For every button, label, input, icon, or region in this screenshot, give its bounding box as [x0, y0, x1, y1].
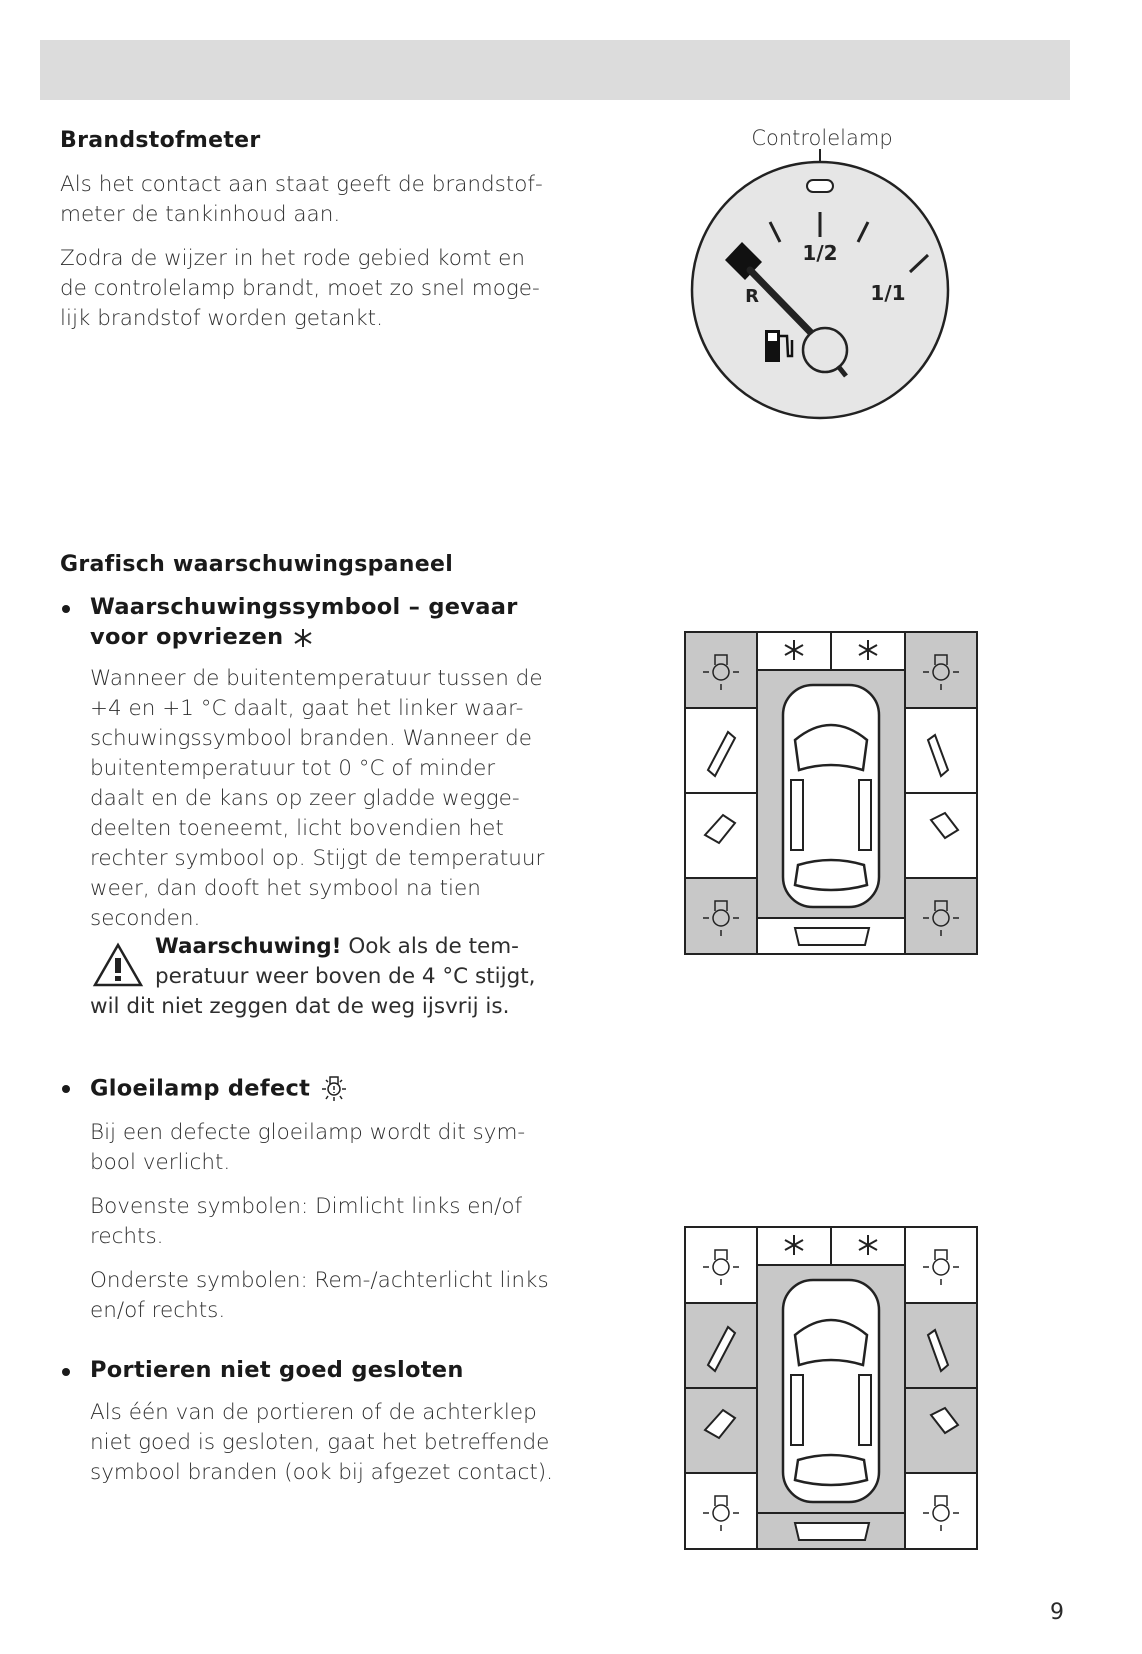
text-line: weer, dan dooft het symbool na tien — [90, 876, 481, 901]
text-line: schuwingssymbool branden. Wanneer de — [90, 726, 532, 751]
title-line: voor opvriezen — [90, 624, 284, 650]
gauge-full-label: 1/1 — [870, 281, 906, 305]
text-line: Zodra de wijzer in het rode gebied komt en — [60, 246, 525, 271]
warning-panel-illustration-2 — [683, 1225, 983, 1555]
text-line: wil dit niet zeggen dat de weg ijsvrij is. — [90, 994, 510, 1019]
warning-panel-illustration-1 — [683, 630, 983, 960]
text-paragraph — [90, 1266, 560, 1326]
text-line: Onderste symbolen: Rem-/achterlicht links — [90, 1268, 549, 1293]
text-line: deelten toeneemt, licht bovendien het — [90, 816, 504, 841]
bulb-cell-top-right — [905, 632, 977, 708]
text-line: de controlelamp brandt, moet zo snel moge- — [60, 276, 540, 301]
fuel-gauge-illustration — [670, 120, 970, 440]
text-line: buitentemperatuur tot 0 °C of minder — [90, 756, 496, 781]
text-line: rechts. — [90, 1224, 164, 1249]
text-paragraph — [90, 1192, 560, 1252]
frost-warning-note-cont — [90, 992, 570, 1022]
text-line: daalt en de kans op zeer gladde wegge- — [90, 786, 520, 811]
door-cell-rear-right — [905, 1388, 977, 1473]
bulb-cell-bottom-left — [685, 878, 757, 954]
bullet — [62, 1368, 70, 1376]
doors-open-body — [90, 1398, 580, 1488]
warning-triangle-icon — [92, 942, 144, 988]
bulb-failure-body — [90, 1118, 560, 1340]
frost-warning-note — [155, 932, 555, 992]
bulb-failure-icon — [318, 1072, 350, 1106]
page-number: 9 — [1050, 1600, 1064, 1625]
warning-panel-heading: Grafisch waarschuwingspaneel — [60, 552, 454, 577]
bullet — [62, 1085, 70, 1093]
header-band — [40, 40, 1070, 100]
text-line: seconden. — [90, 906, 201, 931]
text-line: bool verlicht. — [90, 1150, 231, 1175]
doors-open-title: Portieren niet goed gesloten — [90, 1357, 464, 1383]
fuel-paragraph-1 — [60, 170, 580, 230]
text-line: Ook als de tem- — [348, 934, 519, 959]
warning-lamp-icon — [807, 180, 833, 192]
text-line: niet goed is gesloten, gaat het betreffende — [90, 1430, 550, 1455]
text-paragraph — [90, 1118, 560, 1178]
snowflake-icon — [292, 627, 314, 649]
warning-label: Waarschuwing! — [155, 934, 342, 959]
gauge-reserve-label: R — [745, 286, 759, 307]
fuel-body — [60, 170, 580, 348]
text-line: symbool branden (ook bij afgezet contact). — [90, 1460, 553, 1485]
title-line: Waarschuwingssymbool – gevaar — [90, 594, 518, 620]
text-line: +4 en +1 °C daalt, gaat het linker waar- — [90, 696, 524, 721]
panel-1 — [685, 632, 977, 954]
gauge-half-label: 1/2 — [802, 241, 838, 265]
title-line: Gloeilamp defect — [90, 1075, 311, 1102]
bulb-cell-bottom-right — [905, 878, 977, 954]
text-line: Als één van de portieren of de achterklep — [90, 1400, 537, 1425]
bulb-cell-top-left — [685, 632, 757, 708]
text-line: Bij een defecte gloeilamp wordt dit sym- — [90, 1120, 526, 1145]
text-line: en/of rechts. — [90, 1298, 226, 1323]
bulb-failure-title — [90, 1072, 350, 1106]
text-line: rechter symbool op. Stijgt de temperatuur — [90, 846, 545, 871]
fuel-pump-icon — [765, 330, 792, 362]
panel-2 — [685, 1227, 977, 1549]
frost-warning-body — [90, 664, 560, 934]
fuel-paragraph-2 — [60, 244, 580, 334]
fuel-heading: Brandstofmeter — [60, 128, 261, 153]
text-line: lijk brandstof worden getankt. — [60, 306, 383, 331]
text-line: Bovenste symbolen: Dimlicht links en/of — [90, 1194, 523, 1219]
gauge-face — [692, 162, 948, 418]
bullet — [62, 605, 70, 613]
text-line: Als het contact aan staat geeft de brandstof- — [60, 172, 543, 197]
text-line: meter de tankinhoud aan. — [60, 202, 341, 227]
text-line: Wanneer de buitentemperatuur tussen de — [90, 666, 543, 691]
gauge-callout-label: Controlelamp — [751, 126, 893, 150]
frost-warning-title — [90, 592, 570, 652]
text-line: peratuur weer boven de 4 °C stijgt, — [155, 964, 536, 989]
